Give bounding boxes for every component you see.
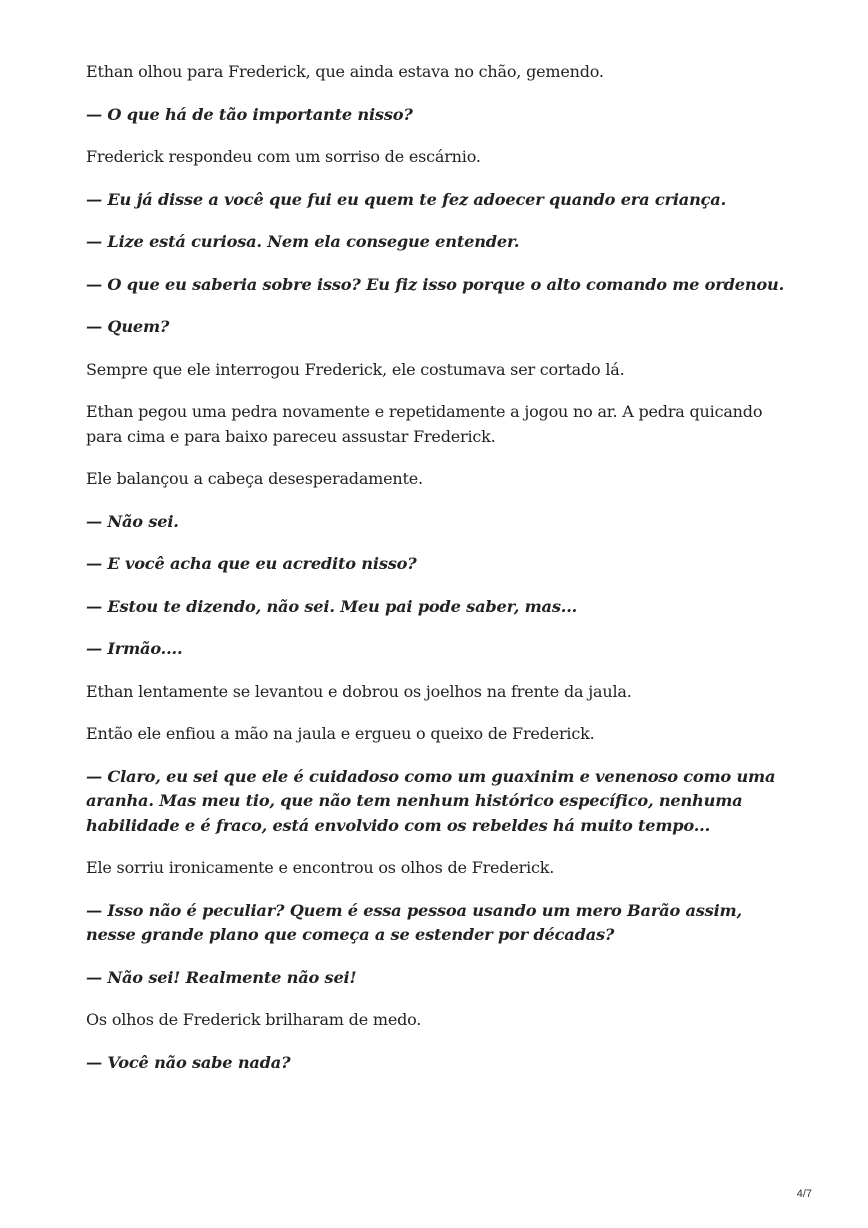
paragraph-dialogue: — Quem? xyxy=(86,317,170,336)
page-number: 4/7 xyxy=(796,1188,812,1200)
paragraph-dialogue: — Irmão.... xyxy=(86,639,183,658)
paragraph-dialogue: — Claro, eu sei que ele é cuidadoso como um guaxinim e venenoso como uma aranha. Mas meu tio, que não tem nenhum histórico específico, nenhuma habilidade e é fraco, está envolvido com os rebeldes há muito tempo... xyxy=(86,766,776,835)
paragraph-narration: Ele balançou a cabeça desesperadamente. xyxy=(86,469,423,488)
paragraph-dialogue: — Lize está curiosa. Nem ela consegue entender. xyxy=(86,232,520,251)
paragraph-dialogue: — Você não sabe nada? xyxy=(86,1052,291,1072)
paragraph-dialogue: — Não sei. xyxy=(86,511,179,531)
paragraph-dialogue: — Eu já disse a você que fui eu quem te fez adoecer quando era criança. xyxy=(86,189,727,209)
paragraph-narration: Sempre que ele interrogou Frederick, ele costumava ser cortado lá. xyxy=(86,359,625,379)
paragraph-narration: Ele sorriu ironicamente e encontrou os olhos de Frederick. xyxy=(86,858,555,877)
paragraph-dialogue: — Não sei! Realmente não sei! xyxy=(86,967,357,987)
paragraph-narration: Ethan lentamente se levantou e dobrou os joelhos na frente da jaula. xyxy=(86,681,632,701)
paragraph-narration: Ethan pegou uma pedra novamente e repetidamente a jogou no ar. A pedra quicando para cima e para baixo pareceu assustar Frederick. xyxy=(86,402,763,446)
paragraph-narration: Então ele enfiou a mão na jaula e ergueu o queixo de Frederick. xyxy=(86,724,595,743)
paragraph-narration: Ethan olhou para Frederick, que ainda estava no chão, gemendo. xyxy=(86,62,604,81)
document-body xyxy=(86,60,786,1093)
paragraph-dialogue: — Isso não é peculiar? Quem é essa pessoa usando um mero Barão assim, nesse grande plano que começa a se estender por décadas? xyxy=(86,900,742,944)
paragraph-dialogue: — O que eu saberia sobre isso? Eu fiz isso porque o alto comando me ordenou. xyxy=(86,274,784,294)
paragraph-dialogue: — O que há de tão importante nisso? xyxy=(86,104,413,124)
paragraph-narration: Frederick respondeu com um sorriso de escárnio. xyxy=(86,147,481,166)
paragraph-dialogue: — E você acha que eu acredito nisso? xyxy=(86,554,417,573)
paragraph-narration: Os olhos de Frederick brilharam de medo. xyxy=(86,1010,422,1029)
paragraph-dialogue: — Estou te dizendo, não sei. Meu pai pode saber, mas... xyxy=(86,596,578,616)
